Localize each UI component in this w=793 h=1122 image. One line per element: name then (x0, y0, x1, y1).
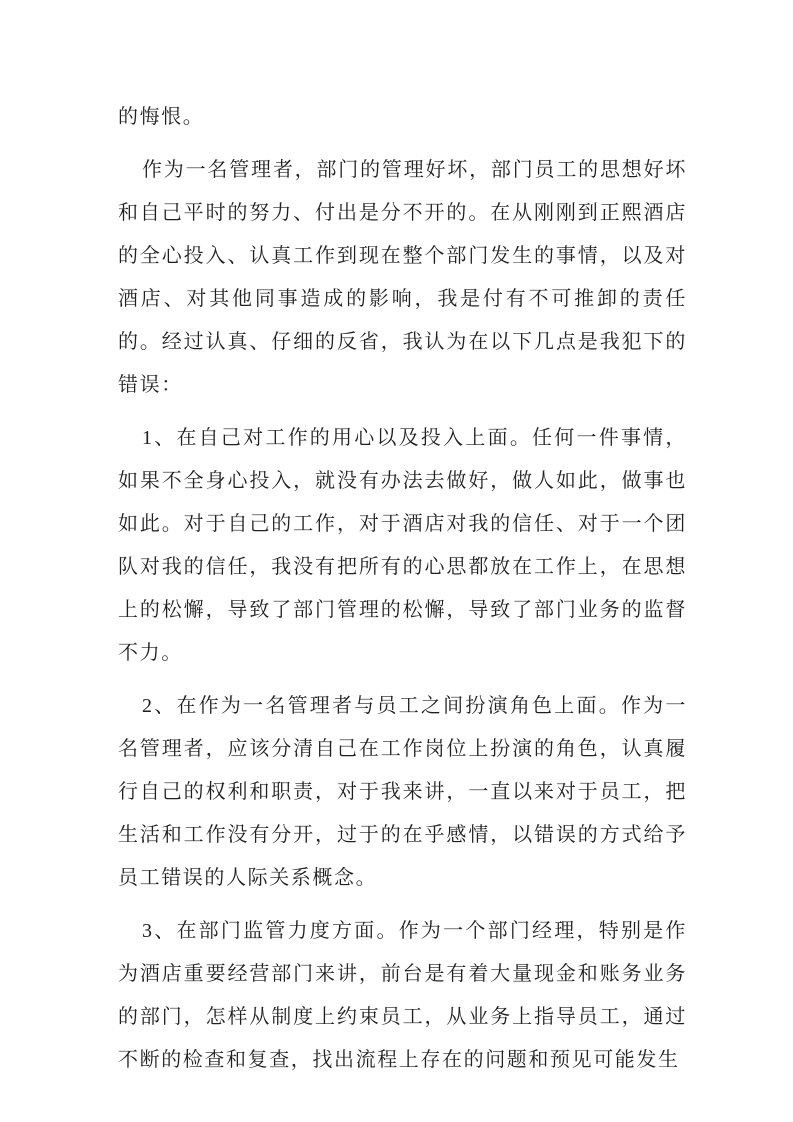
paragraph-continuation: 的悔恨。 (118, 106, 205, 128)
paragraph-point-1: 1、在自己对工作的用心以及投入上面。任何一件事情，如果不全身心投入，就没有办法去做好，做人如此，做事也如此。对于自己的工作，对于酒店对我的信任、对于一个团队对我的信任，我没有把所有的心思都放在工作上，在思想上的松懈，导致了部门管理的松懈，导致了部门业务的监督不力。 (118, 427, 687, 664)
paragraph-intro: 作为一名管理者，部门的管理好坏，部门员工的思想好坏和自己平时的努力、付出是分不开的。在从刚刚到正熙酒店的全心投入、认真工作到现在整个部门发生的事情，以及对酒店、对其他同事造成的影响，我是付有不可推卸的责任的。经过认真、仔细的反省，我认为在以下几点是我犯下的错误： (118, 159, 687, 396)
paragraph-point-2: 2、在作为一名管理者与员工之间扮演角色上面。作为一名管理者，应该分清自己在工作岗位上扮演的角色，认真履行自己的权利和职责，对于我来讲，一直以来对于员工，把生活和工作没有分开，过于的在乎感情，以错误的方式给予员工错误的人际关系概念。 (118, 695, 687, 889)
paragraph-point-3: 3、在部门监管力度方面。作为一个部门经理，特别是作为酒店重要经营部门来讲，前台是有着大量现金和账务业务的部门，怎样从制度上约束员工，从业务上指导员工，通过不断的检查和复查，找出流程上存在的问题和预见可能发生 (118, 920, 687, 1071)
